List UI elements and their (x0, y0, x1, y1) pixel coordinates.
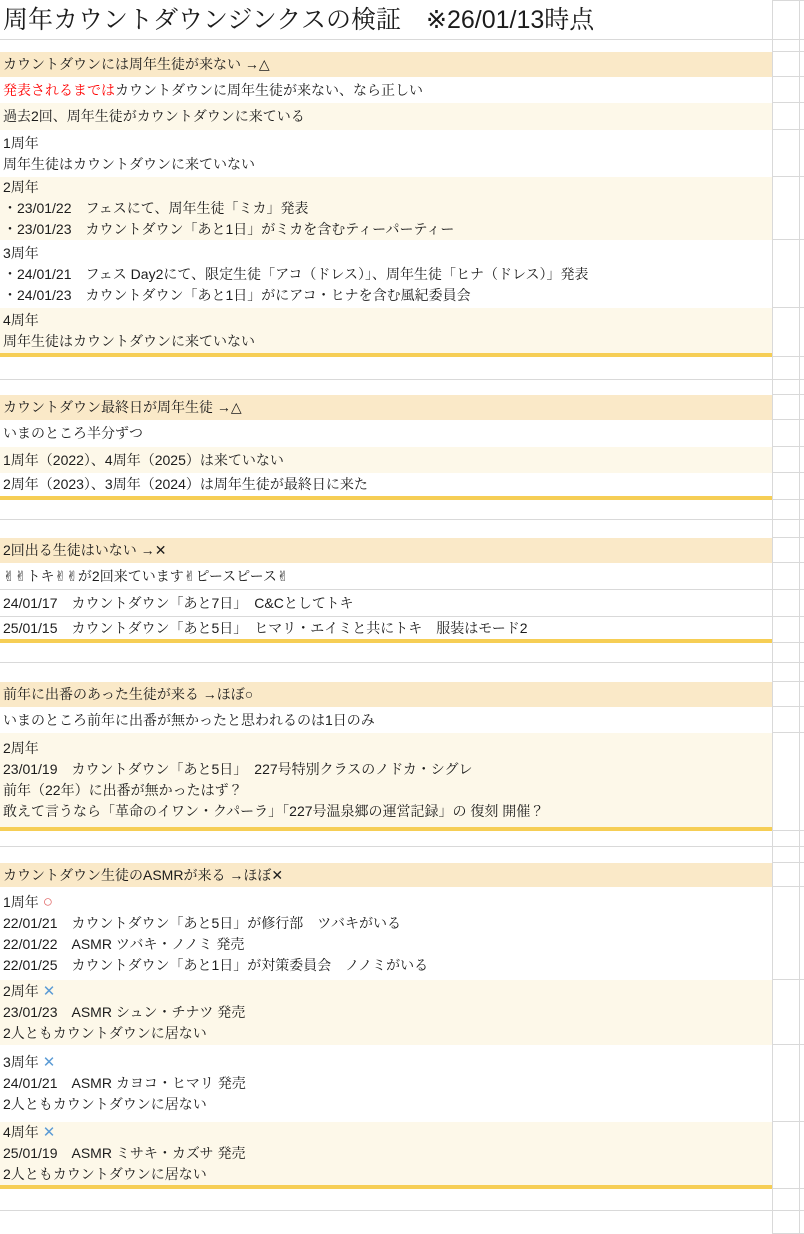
spacer-cell[interactable] (0, 643, 772, 663)
jinx4-year2-cell[interactable] (0, 733, 772, 831)
edge-cell (800, 980, 804, 1045)
edge-cell (800, 863, 804, 887)
edge-cell (800, 240, 804, 308)
jinx2-note-row (0, 420, 804, 447)
spacer-row (0, 520, 804, 538)
cell-line: 22/01/22 ASMR ツバキ・ノノミ 発売 (3, 936, 245, 952)
cell-line (3, 80, 772, 101)
side-cell[interactable] (772, 733, 800, 831)
cell-line: 1周年（2022）、4周年（2025）は来ていない (3, 451, 284, 468)
jinx5-year1-row (0, 887, 804, 980)
cell-line: ・24/01/23 カウントダウン「あと1日」がにアコ・ヒナを含む風紀委員会 (3, 286, 471, 303)
edge-cell (800, 130, 804, 177)
side-cell[interactable] (772, 663, 800, 682)
jinx1-note-row (0, 103, 804, 130)
mark-maru: ○ (42, 892, 53, 911)
jinx5-header-row (0, 863, 804, 887)
edge-cell (800, 473, 804, 500)
cell-line: 23/01/23 ASMR シュン・チナツ 発売 (3, 1004, 246, 1020)
side-cell[interactable] (772, 831, 800, 847)
side-cell[interactable] (772, 563, 800, 590)
cell-line: 24/01/17 カウントダウン「あと7日」 C&Cとしてトキ (3, 594, 354, 611)
text-segment: 2回出る生徒はいない → (3, 542, 155, 558)
cell-line (3, 1122, 772, 1143)
jinx4-year2-row (0, 733, 804, 831)
edge-cell (800, 733, 804, 831)
edge-cell (800, 538, 804, 563)
spacer-cell[interactable] (0, 663, 772, 682)
edge-cell (800, 563, 804, 590)
edge-cell (800, 520, 804, 538)
cell-line (3, 1052, 772, 1073)
mark-xb: ✕ (154, 542, 167, 558)
cell-line (3, 981, 772, 1002)
jinx2-note-cell[interactable] (0, 420, 772, 447)
edge-cell (800, 1189, 804, 1211)
edge-cell (800, 590, 804, 617)
jinx4-note-cell[interactable] (0, 707, 772, 733)
jinx1-conclusion-row (0, 77, 804, 103)
edge-cell (800, 1045, 804, 1122)
edge-cell (800, 643, 804, 663)
edge-cell (800, 1122, 804, 1189)
jinx2-header-cell[interactable] (0, 395, 772, 420)
side-cell[interactable] (772, 40, 800, 52)
spacer-cell[interactable] (0, 520, 772, 538)
spacer-cell[interactable] (0, 847, 772, 863)
cell-line: いまのところ半分ずつ (3, 425, 143, 441)
jinx5-header-cell[interactable] (0, 863, 772, 887)
mark-red: 発表されるまでは (3, 81, 115, 98)
side-cell[interactable] (772, 1045, 800, 1122)
cell-line: ・23/01/22 フェスにて、周年生徒「ミカ」発表 (3, 200, 309, 216)
spacer-row (0, 847, 804, 863)
edge-cell (800, 77, 804, 103)
side-cell[interactable] (772, 980, 800, 1045)
spacer-row (0, 380, 804, 395)
cell-line: 過去2回、周年生徒がカウントダウンに来ている (3, 108, 305, 124)
spacer-cell[interactable] (0, 357, 772, 380)
side-cell[interactable] (772, 447, 800, 473)
spacer-cell[interactable] (0, 380, 772, 395)
cell-line: 22/01/25 カウントダウン「あと1日」が対策委員会 ノノミがいる (3, 957, 429, 973)
jinx5-year3-cell[interactable] (0, 1045, 772, 1122)
edge-cell (800, 380, 804, 395)
cell-line (3, 540, 772, 561)
cell-line (3, 865, 772, 886)
side-cell[interactable] (772, 420, 800, 447)
cell-line: 1周年 (3, 134, 39, 151)
jinx5-year2-row (0, 980, 804, 1045)
side-cell[interactable] (772, 103, 800, 130)
cell-line: ・23/01/23 カウントダウン「あと1日」がミカを含むティーパーティー (3, 221, 455, 237)
side-cell[interactable] (772, 682, 800, 707)
cell-line: 周年生徒はカウントダウンに来ていない (3, 155, 255, 172)
jinx1-year3-cell[interactable] (0, 240, 772, 308)
text-segment: カウントダウンに周年生徒が来ない、なら正しい (115, 81, 423, 98)
edge-cell (800, 420, 804, 447)
jinx5-year4-cell[interactable] (0, 1122, 772, 1189)
mark-xb: ✕ (271, 866, 284, 883)
jinx1-year2-row (0, 177, 804, 240)
edge-cell (800, 831, 804, 847)
text-segment: 3周年 (3, 1054, 43, 1070)
spacer-cell[interactable] (0, 1189, 772, 1211)
cell-line: 2周年（2023）、3周年（2024）は周年生徒が最終日に来た (3, 476, 368, 492)
jinx3-2024-cell[interactable] (0, 590, 772, 617)
cell-line: 25/01/19 ASMR ミサキ・カズサ 発売 (3, 1145, 246, 1161)
jinx1-year4-row (0, 308, 804, 357)
side-cell[interactable] (772, 887, 800, 980)
side-cell[interactable] (772, 473, 800, 500)
jinx2-came-row (0, 473, 804, 500)
edge-cell (800, 663, 804, 682)
edge-cell (800, 308, 804, 357)
edge-cell (800, 1211, 804, 1234)
side-cell[interactable] (772, 77, 800, 103)
cell-line: 周年カウントダウンジンクスの検証 ※26/01/13時点 (3, 5, 595, 34)
edge-cell (800, 103, 804, 130)
side-cell[interactable] (772, 847, 800, 863)
side-cell[interactable] (772, 500, 800, 520)
cell-line: 2周年 (3, 740, 39, 756)
text-segment: 1周年 (3, 894, 43, 910)
cell-line: 周年生徒はカウントダウンに来ていない (3, 332, 255, 349)
side-cell[interactable] (772, 643, 800, 663)
side-cell[interactable] (772, 707, 800, 733)
side-cell[interactable] (772, 357, 800, 380)
cell-line: 3周年 (3, 244, 39, 261)
spacer-row (0, 1189, 804, 1211)
edge-cell (800, 847, 804, 863)
jinx3-note-cell[interactable] (0, 563, 772, 590)
edge-cell (800, 395, 804, 420)
cell-line: カウントダウン最終日が周年生徒 →△ (3, 399, 242, 415)
side-cell[interactable] (772, 617, 800, 643)
jinx5-year2-cell[interactable] (0, 980, 772, 1045)
jinx5-year3-row (0, 1045, 804, 1122)
text-segment: カウントダウン生徒のASMRが来る →ほぼ (3, 866, 272, 883)
jinx2-header-row (0, 395, 804, 420)
cell-line: カウントダウンには周年生徒が来ない →△ (3, 56, 270, 72)
cell-line: 25/01/15 カウントダウン「あと5日」 ヒマリ・エイミと共にトキ 服装はモード2 (3, 619, 528, 636)
edge-cell (800, 177, 804, 240)
side-cell[interactable] (772, 1122, 800, 1189)
text-segment: 4周年 (3, 1124, 43, 1140)
cell-line (3, 891, 772, 913)
cell-line: ✌✌トキ✌✌が2回来ています✌ピースピース✌ (3, 567, 289, 584)
jinx4-note-row (0, 707, 804, 733)
edge-cell (800, 40, 804, 52)
cell-line: 4周年 (3, 311, 39, 328)
edge-cell (800, 447, 804, 473)
jinx1-header-cell[interactable] (0, 52, 772, 77)
cell-line: 24/01/21 ASMR カヨコ・ヒマリ 発売 (3, 1075, 246, 1091)
jinx5-year4-row (0, 1122, 804, 1189)
spacer-row (0, 357, 804, 380)
side-cell[interactable] (772, 0, 800, 40)
spacer-cell[interactable] (0, 1211, 772, 1234)
cell-line: 前年に出番のあった生徒が来る →ほぼ○ (3, 686, 254, 702)
mark-batsu: ✕ (42, 983, 56, 1000)
page-title-row (0, 0, 804, 40)
mark-batsu: ✕ (42, 1124, 56, 1141)
jinx2-came-cell[interactable] (0, 473, 772, 500)
spacer-cell[interactable] (0, 500, 772, 520)
side-cell[interactable] (772, 52, 800, 77)
cell-line: 2人ともカウントダウンに居ない (3, 1166, 207, 1182)
side-cell[interactable] (772, 177, 800, 240)
side-cell[interactable] (772, 520, 800, 538)
cell-line: 22/01/21 カウントダウン「あと5日」が修行部 ツバキがいる (3, 915, 402, 931)
edge-cell (800, 617, 804, 643)
jinx3-2025-row (0, 617, 804, 643)
spacer-row (0, 40, 804, 52)
jinx1-year2-cell[interactable] (0, 177, 772, 240)
cell-line: 前年（22年）に出番が無かったはず？ (3, 782, 243, 798)
cell-line: 2周年 (3, 179, 39, 195)
cell-line: 23/01/19 カウントダウン「あと5日」 227号特別クラスのノドカ・シグレ (3, 761, 473, 777)
spacer-row (0, 500, 804, 520)
page-title-cell[interactable] (0, 0, 772, 40)
spacer-cell[interactable] (0, 40, 772, 52)
side-cell[interactable] (772, 1189, 800, 1211)
edge-cell (800, 52, 804, 77)
jinx1-header-row (0, 52, 804, 77)
edge-cell (800, 500, 804, 520)
edge-cell (800, 0, 804, 40)
jinx1-year3-row (0, 240, 804, 308)
side-cell[interactable] (772, 590, 800, 617)
edge-cell (800, 357, 804, 380)
jinx1-conclusion-cell[interactable] (0, 77, 772, 103)
cell-line: 敢えて言うなら「革命のイワン・クパーラ」「227号温泉郷の運営記録」の 復刻 開催？ (3, 803, 545, 819)
cell-line: ・24/01/21 フェス Day2にて、限定生徒「アコ（ドレス）」、周年生徒「ヒナ（ドレス）」発表 (3, 265, 589, 282)
jinx4-header-cell[interactable] (0, 682, 772, 707)
side-cell[interactable] (772, 240, 800, 308)
side-cell[interactable] (772, 395, 800, 420)
jinx3-header-row (0, 538, 804, 563)
spacer-row (0, 1211, 804, 1234)
cell-line: 2人ともカウントダウンに居ない (3, 1025, 207, 1041)
side-cell[interactable] (772, 308, 800, 357)
cell-line: いまのところ前年に出番が無かったと思われるのは1日のみ (3, 711, 375, 728)
spacer-row (0, 643, 804, 663)
edge-cell (800, 887, 804, 980)
side-cell[interactable] (772, 863, 800, 887)
jinx5-year1-cell[interactable] (0, 887, 772, 980)
jinx2-not-come-row (0, 447, 804, 473)
text-segment: 2周年 (3, 983, 43, 999)
jinx1-year1-row (0, 130, 804, 177)
jinx2-not-come-cell[interactable] (0, 447, 772, 473)
jinx1-year1-cell[interactable] (0, 130, 772, 177)
mark-batsu: ✕ (42, 1054, 56, 1071)
jinx3-2024-row (0, 590, 804, 617)
jinx4-header-row (0, 682, 804, 707)
spacer-row (0, 663, 804, 682)
side-cell[interactable] (772, 1211, 800, 1234)
jinx1-note-cell[interactable] (0, 103, 772, 130)
jinx1-year4-cell[interactable] (0, 308, 772, 357)
edge-cell (800, 682, 804, 707)
spacer-row (0, 831, 804, 847)
side-cell[interactable] (772, 538, 800, 563)
jinx3-note-row (0, 563, 804, 590)
side-cell[interactable] (772, 130, 800, 177)
jinx3-2025-cell[interactable] (0, 617, 772, 643)
edge-cell (800, 707, 804, 733)
side-cell[interactable] (772, 380, 800, 395)
jinx3-header-cell[interactable] (0, 538, 772, 563)
cell-line: 2人ともカウントダウンに居ない (3, 1096, 207, 1112)
spacer-cell[interactable] (0, 831, 772, 847)
